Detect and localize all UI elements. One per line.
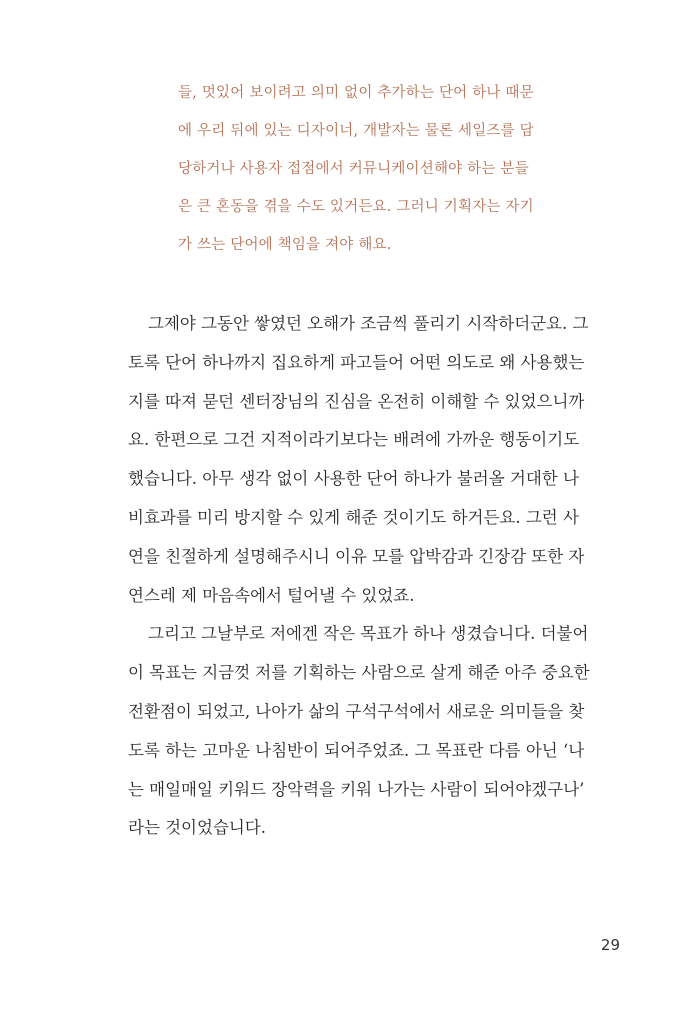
- body-line: 요. 한편으로 그건 지적이라기보다는 배려에 가까운 행동이기도: [128, 430, 580, 450]
- paragraph: [128, 305, 618, 615]
- body-line: 그리고 그날부로 저에겐 작은 목표가 하나 생겼습니다. 더불어: [148, 624, 589, 644]
- body-line: 비효과를 미리 방지할 수 있게 해준 것이기도 하거든요. 그런 사: [128, 507, 579, 527]
- body-line: 도록 하는 고마운 나침반이 되어주었죠. 그 목표란 다름 아닌 ‘나: [128, 740, 585, 760]
- quote-line: 당하거나 사용자 접점에서 커뮤니케이션해야 하는 분들: [178, 161, 529, 177]
- body-line: 토록 단어 하나까지 집요하게 파고들어 어떤 의도로 왜 사용했는: [128, 352, 585, 372]
- quote-line: 에 우리 뒤에 있는 디자이너, 개발자는 물론 세일즈를 담: [178, 123, 534, 139]
- paragraph: [128, 615, 618, 848]
- body-text: [128, 305, 618, 848]
- body-line: 이 목표는 지금껏 저를 기획하는 사람으로 살게 해준 아주 중요한: [128, 663, 590, 683]
- quote-line: 가 쓰는 단어에 책임을 져야 해요.: [178, 237, 392, 253]
- body-line: 그제야 그동안 쌓였던 오해가 조금씩 풀리기 시작하더군요. 그: [148, 314, 589, 333]
- page-number: 29: [600, 936, 620, 954]
- body-line: 라는 것이었습니다.: [128, 818, 267, 838]
- block-quote: [178, 74, 578, 264]
- body-line: 연을 친절하게 설명해주시니 이유 모를 압박감과 긴장감 또한 자: [128, 546, 585, 566]
- body-line: 지를 따져 묻던 센터장님의 진심을 온전히 이해할 수 있었으니까: [128, 391, 585, 411]
- body-line: 했습니다. 아무 생각 없이 사용한 단어 하나가 불러올 거대한 나: [128, 469, 579, 489]
- quote-line: 들, 멋있어 보이려고 의미 없이 추가하는 단어 하나 때문: [178, 85, 534, 101]
- body-line: 는 매일매일 키워드 장악력을 키워 나가는 사람이 되어야겠구나’: [128, 779, 585, 799]
- body-line: 전환점이 되었고, 나아가 삶의 구석구석에서 새로운 의미들을 찾: [128, 701, 585, 721]
- quote-line: 은 큰 혼동을 겪을 수도 있거든요. 그러니 기획자는 자기: [178, 199, 534, 215]
- body-line: 연스레 제 마음속에서 털어낼 수 있었죠.: [128, 585, 415, 605]
